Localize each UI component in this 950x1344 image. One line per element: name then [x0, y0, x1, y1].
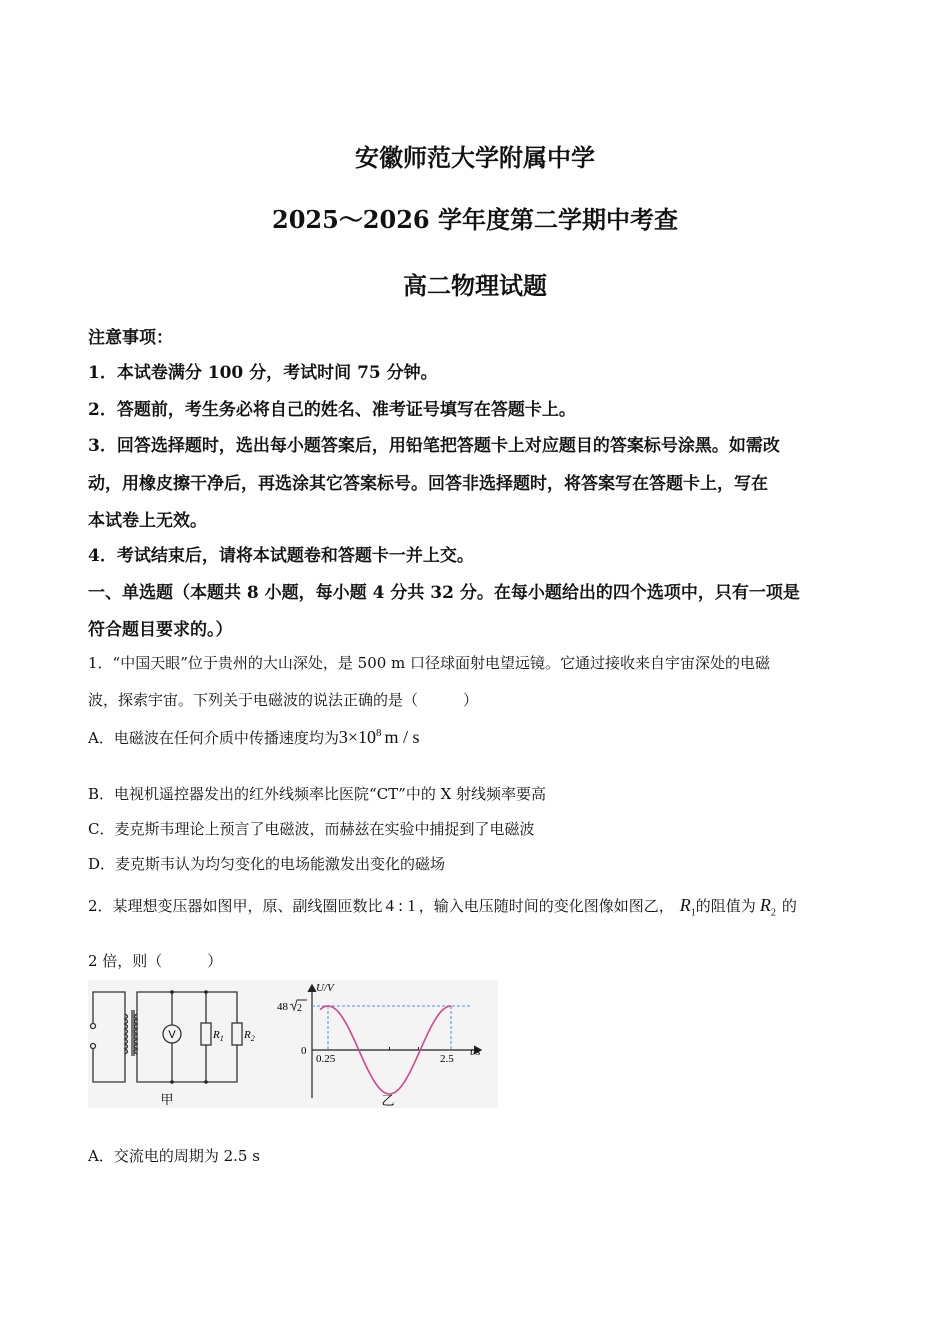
r2-resistor [232, 1023, 242, 1045]
q1-option-a [88, 727, 420, 748]
junction-dot [204, 1080, 208, 1084]
notice-line-6: 4．考试结束后，请将本试题卷和答题卡一并上交。 [88, 546, 474, 566]
guide-lines [312, 1006, 472, 1050]
y-peak-label: 48 [277, 1001, 288, 1013]
notice-line-5: 本试卷上无效。 [88, 511, 207, 531]
section-heading-line-2: 符合题目要求的。） [88, 620, 233, 640]
graph-axes [308, 985, 481, 1098]
r2-label: $R_2$ [244, 1029, 255, 1043]
notice-line-3: 3．回答选择题时，选出每小题答案后，用铅笔把答题卡上对应题目的答案标号涂黑。如需改 [88, 436, 780, 456]
figure-label-yi: 乙 [381, 1094, 395, 1108]
origin-label: 0 [301, 1045, 307, 1057]
figure-label-jia: 甲 [160, 1093, 174, 1108]
q2-stem-line-2: 2 倍，则（ ） [88, 952, 223, 970]
q1-option-a-formula [339, 727, 420, 747]
junction-dot [204, 990, 208, 994]
notice-line-4: 动，用橡皮擦干净后，再选涂其它答案标号。回答非选择题时，将答案写在答题卡上，写在 [88, 474, 768, 494]
q1-option-c: C．麦克斯韦理论上预言了电磁波，而赫兹在实验中捕捉到了电磁波 [88, 820, 535, 838]
q1-stem-line-2: 波，探索宇宙。下列关于电磁波的说法正确的是（ ） [88, 691, 479, 709]
formula-base: 3×10 [338, 727, 376, 747]
voltmeter-label: V [168, 1029, 176, 1041]
x-tick-label-1: 0.25 [316, 1053, 336, 1065]
formula-exponent: 8 [376, 727, 382, 739]
q2-r2-symbol [759, 895, 776, 919]
school-name: 安徽师范大学附属中学 [355, 143, 595, 172]
q1-option-a-text: A．电磁波在任何介质中传播速度均为 [88, 729, 339, 747]
input-terminal-bottom [91, 1044, 96, 1049]
q1-stem-line-1: 1．“中国天眼”位于贵州的大山深处，是 500 m 口径球面射电望远镜。它通过接收来自宇宙深处的电磁 [88, 654, 771, 672]
x-tick-label-2: 2.5 [440, 1053, 454, 1065]
notice-heading: 注意事项： [88, 328, 173, 348]
section-heading-line-1: 一、单选题（本题共 8 小题，每小题 4 分共 32 分。在每小题给出的四个选项中，只有一项是 [88, 583, 800, 603]
q2-stem-part-3: 的阻值为 [695, 897, 756, 915]
r1-letter: R [679, 895, 691, 915]
r2-letter: R [759, 895, 771, 915]
exam-subject: 高二物理试题 [403, 271, 547, 300]
q2-ratio: 4 : 1 [385, 896, 416, 915]
y-peak-root: 2 [297, 1003, 302, 1014]
q2-stem-part-1: 2．某理想变压器如图甲，原、副线圈匝数比 [88, 897, 383, 915]
formula-unit: m / s [384, 727, 420, 747]
exam-term: 2025～2026 学年度第二学期中考查 [272, 205, 678, 234]
y-axis-label: U/V [316, 982, 334, 994]
q2-r1-symbol [679, 895, 696, 919]
notice-line-2: 2．答题前，考生务必将自己的姓名、准考证号填写在答题卡上。 [88, 400, 576, 420]
y-axis-arrow [308, 985, 316, 992]
r1-label: $R_1$ [213, 1029, 224, 1043]
q2-stem-part-2: ，输入电压随时间的变化图像如图乙， [418, 897, 674, 915]
junction-dot [170, 990, 174, 994]
x-tick [418, 1047, 419, 1050]
r1-resistor [201, 1023, 211, 1045]
primary-loop [93, 992, 125, 1082]
r1-subscript: 1 [690, 907, 696, 919]
q2-stem-line-1 [88, 895, 797, 919]
q2-figure-svg [88, 980, 498, 1108]
q2-stem-part-4: 的 [781, 897, 797, 915]
junction-dot [170, 1080, 174, 1084]
q1-option-b: B．电视机遥控器发出的红外线频率比医院“CT”中的 X 射线频率要高 [88, 785, 547, 803]
q2-option-a: A．交流电的周期为 2.5 s [88, 1147, 260, 1165]
x-axis-label: t/s [470, 1046, 481, 1058]
notice-line-1: 1．本试卷满分 100 分，考试时间 75 分钟。 [88, 363, 438, 383]
x-tick [389, 1047, 390, 1050]
q2-figure [88, 980, 498, 1108]
r2-subscript: 2 [770, 907, 776, 919]
q1-option-d: D．麦克斯韦认为均匀变化的电场能激发出变化的磁场 [88, 855, 446, 873]
input-terminal-top [91, 1024, 96, 1029]
